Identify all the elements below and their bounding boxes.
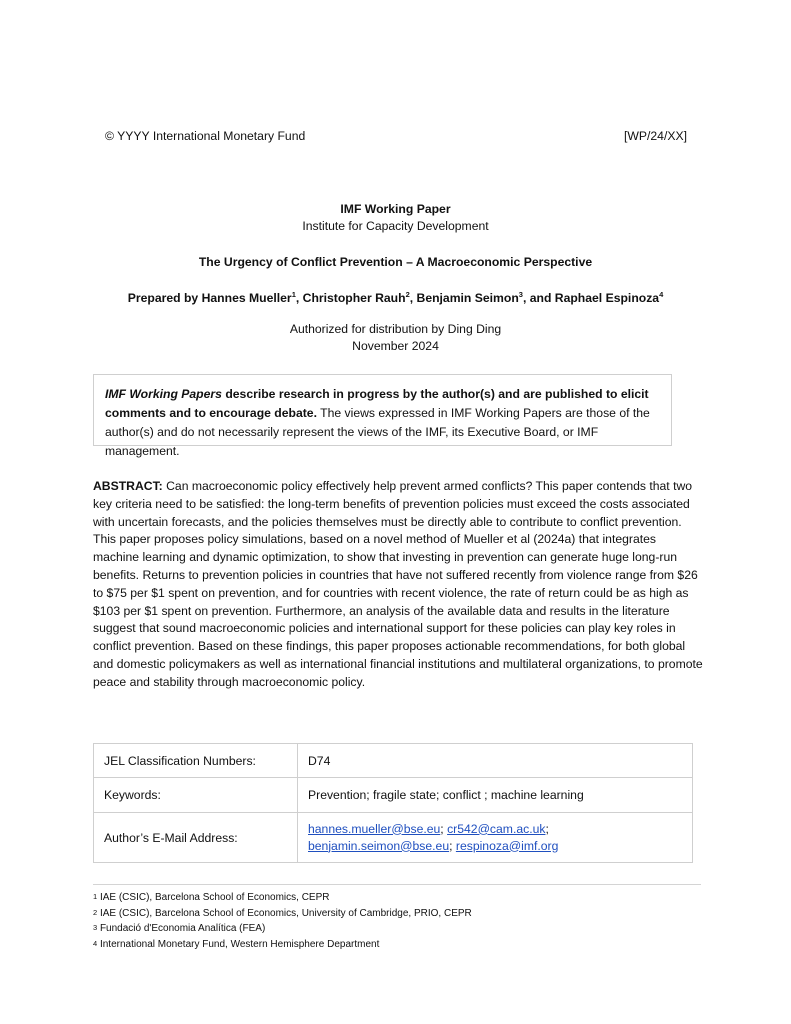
disclaimer-series: IMF Working Papers [105, 387, 222, 401]
abstract-text: Can macroeconomic policy effectively help prevent armed conflicts? This paper contends that two key criteria need to be satisfied: the long-term benefits of prevention policies must exceed the costs associated with uncertain forecasts, and the policies themselves must be directly able to contribute to conflict prevention. This paper proposes policy simulations, based on a novel method of Mueller et al (2024a) that integrates machine learning and dynamic optimization, to show that investing in prevention can generate huge long-run benefits. Returns to prevention policies in countries that have not suffered recently from violence range from $26 to $75 per $1 spent on prevention, and for countries with recent violence, the rate of return could be as high as $103 per $1 spent on prevention. Furthermore, an analysis of the available data and results in the literature suggest that sound macroeconomic policies and international support for these policies can play key roles in conflict prevention. Based on these findings, this paper proposes actionable recommendations, for both global and domestic policymakers as well as international financial institutions and multilateral organizations, to promote peace and stability through macroeconomic policy. [93, 479, 703, 689]
author-footnote-marker: 2 [405, 290, 410, 299]
series-title: IMF Working Paper [340, 202, 451, 216]
email-link[interactable]: benjamin.seimon@bse.eu [308, 838, 450, 853]
email-label: Author’s E-Mail Address: [94, 813, 298, 863]
email-link[interactable]: hannes.mueller@bse.eu [308, 821, 441, 836]
jel-label: JEL Classification Numbers: [94, 744, 298, 778]
author-separator: , [409, 291, 417, 305]
footnote-text: International Monetary Fund, Western Hemisphere Department [99, 938, 380, 950]
abstract-label: ABSTRACT: [93, 479, 163, 493]
abstract [93, 478, 703, 692]
footnote-number: 2 [93, 907, 98, 917]
table-row [94, 744, 693, 778]
email-separator: ; [440, 821, 448, 836]
author-footnote-marker: 4 [659, 290, 664, 299]
publication-date: November 2024 [352, 339, 439, 353]
paper-number: [WP/24/XX] [624, 129, 687, 143]
email-separator: ; [449, 838, 456, 853]
author-name: Christopher Rauh [302, 291, 406, 305]
email-link[interactable]: cr542@cam.ac.uk [447, 821, 546, 836]
keywords-value: Prevention; fragile state; conflict ; machine learning [298, 778, 693, 813]
table-row [94, 813, 693, 863]
author-line [0, 291, 791, 305]
author-name: Hannes Mueller [201, 291, 292, 305]
jel-value: D74 [298, 744, 693, 778]
email-separator: ; [545, 821, 549, 836]
email-list [298, 813, 693, 863]
email-link[interactable]: respinoza@imf.org [455, 838, 559, 853]
author-footnote-marker: 3 [518, 290, 523, 299]
table-row [94, 778, 693, 813]
author-separator: , and [522, 291, 555, 305]
copyright-notice: © YYYY International Monetary Fund [105, 129, 306, 143]
footnote-number: 1 [93, 892, 98, 901]
footnote [93, 937, 472, 953]
page-header [105, 129, 687, 143]
keywords-label: Keywords: [94, 778, 298, 813]
department: Institute for Capacity Development [302, 219, 489, 233]
footnote-text: Fundació d'Economia Analítica (FEA) [99, 923, 266, 934]
footnote-text: IAE (CSIC), Barcelona School of Economics, CEPR [99, 892, 330, 903]
authorization: Authorized for distribution by Ding Ding [289, 322, 502, 336]
footnote [93, 921, 472, 937]
author-separator: , [295, 291, 303, 305]
classification-table [93, 743, 693, 863]
footnotes [93, 890, 472, 952]
author-footnote-marker: 1 [291, 290, 296, 299]
paper-title: The Urgency of Conflict Prevention – A Macroeconomic Perspective [198, 255, 593, 269]
author-name: Benjamin Seimon [416, 291, 519, 305]
author-name: Raphael Espinoza [554, 291, 660, 305]
footnote-number: 3 [93, 923, 98, 932]
disclaimer-bold: describe research in progress by the author(s) and are published to elicit comments and to encourage debate. [105, 387, 649, 420]
footnote [93, 890, 472, 906]
footnote-text: IAE (CSIC), Barcelona School of Economics, University of Cambridge, PRIO, CEPR [99, 907, 472, 919]
disclaimer-box [93, 374, 672, 458]
disclaimer-text: The views expressed in IMF Working Papers are those of the author(s) and do not necessarily represent the views of the IMF, its Executive Board, or IMF management. [105, 406, 650, 458]
footnote [93, 906, 472, 922]
footnote-number: 4 [93, 938, 98, 948]
prepared-by: Prepared by [127, 291, 199, 305]
footnote-divider [93, 884, 701, 885]
